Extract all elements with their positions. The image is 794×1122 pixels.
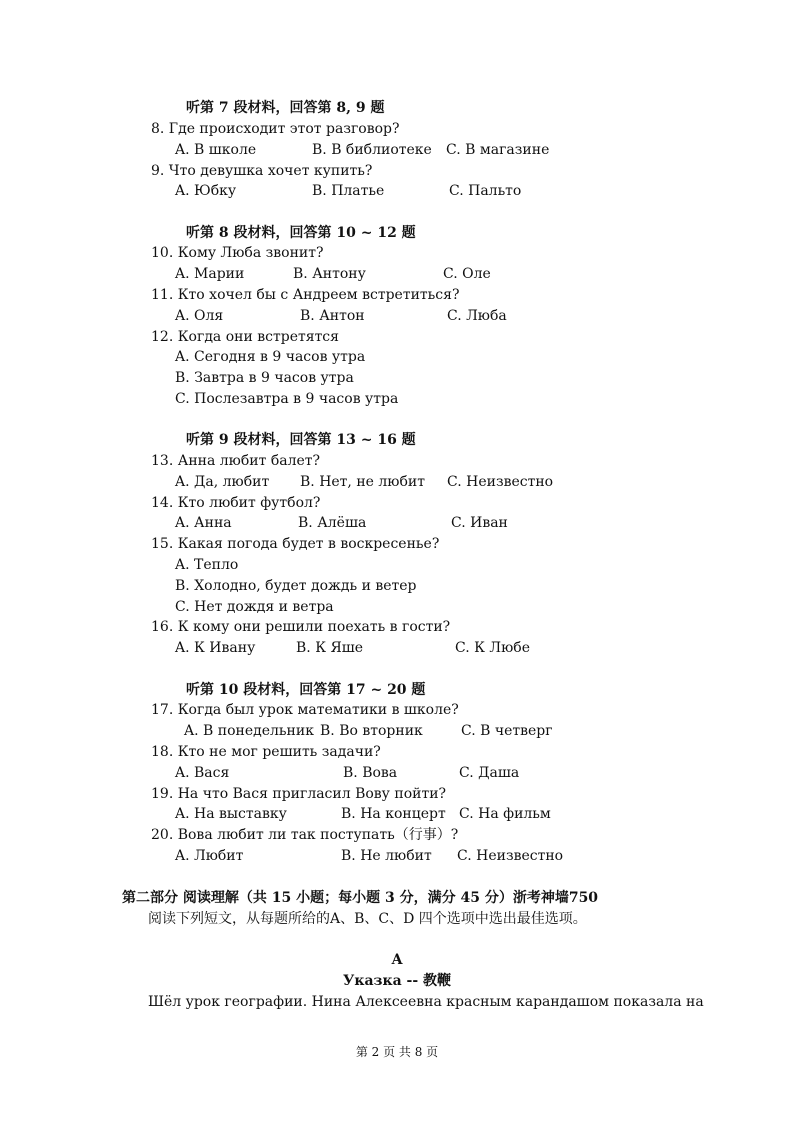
option-c: C. Нет дождя и ветра	[175, 599, 334, 615]
option-b: B. Вова	[343, 765, 398, 781]
option-c: C. Неизвестно	[447, 474, 554, 490]
option-a: A. Тепло	[175, 557, 239, 573]
section-header: 听第 7 段材料，回答第 8, 9 题	[186, 100, 385, 116]
option-c: C. Оле	[443, 266, 491, 282]
option-b: B. Антону	[293, 266, 366, 282]
option-a: A. Оля	[175, 308, 224, 324]
part-two-title: 第二部分 阅读理解（共 15 小题；每小题 3 分，满分 45 分）浙考神墙750	[122, 890, 599, 906]
option-c: C. Иван	[451, 515, 508, 531]
option-c: C. Послезавтра в 9 часов утра	[175, 391, 399, 407]
option-a: A. Марии	[175, 266, 245, 282]
question-text: 20. Вова любит ли так поступать（行事）?	[151, 827, 459, 843]
option-b: B. Во вторник	[320, 723, 423, 739]
option-a: A. К Ивану	[175, 640, 256, 656]
option-a: A. Сегодня в 9 часов утра	[175, 349, 366, 365]
question-text: 18. Кто не мог решить задачи?	[151, 744, 381, 760]
option-c: C. Неизвестно	[457, 848, 564, 864]
passage-title: Указка -- 教鞭	[342, 973, 452, 989]
passage-letter: A	[391, 952, 403, 968]
passage-first-line: Шёл урок географии. Нина Алексеевна красным карандашом показала на	[148, 994, 704, 1010]
option-c: C. К Любе	[455, 640, 530, 656]
option-c: C. В четверг	[461, 723, 553, 739]
question-text: 8. Где происходит этот разговор?	[151, 121, 400, 137]
option-c: C. Люба	[447, 308, 507, 324]
option-b: B. Алёша	[298, 515, 367, 531]
question-text: 16. К кому они решили поехать в гости?	[151, 619, 451, 635]
option-a: A. Вася	[175, 765, 230, 781]
question-text: 10. Кому Люба звонит?	[151, 245, 324, 261]
section-header: 听第 8 段材料，回答第 10 ~ 12 题	[186, 225, 416, 241]
option-b: B. На концерт	[341, 806, 446, 822]
option-a: A. Юбку	[175, 183, 237, 199]
option-b: B. К Яше	[296, 640, 364, 656]
option-a: A. Да, любит	[175, 474, 270, 490]
section-header: 听第 10 段材料，回答第 17 ~ 20 题	[186, 682, 426, 698]
question-text: 15. Какая погода будет в воскресенье?	[151, 536, 440, 552]
option-c: C. В магазине	[446, 142, 550, 158]
page-footer: 第 2 页 共 8 页	[355, 1045, 439, 1059]
question-text: 14. Кто любит футбол?	[151, 495, 321, 511]
option-b: B. Холодно, будет дождь и ветер	[175, 578, 417, 594]
part-two-instruction: 阅读下列短文，从每题所给的A、B、C、D 四个选项中选出最佳选项。	[148, 911, 587, 927]
option-c: C. На фильм	[459, 806, 551, 822]
option-a: A. В понедельник	[184, 723, 314, 739]
question-text: 9. Что девушка хочет купить?	[151, 163, 373, 179]
option-c: C. Даша	[459, 765, 520, 781]
option-b: B. Не любит	[341, 848, 432, 864]
question-text: 19. На что Вася пригласил Вову пойти?	[151, 786, 447, 802]
option-b: B. Завтра в 9 часов утра	[175, 370, 354, 386]
option-b: B. Платье	[312, 183, 385, 199]
section-header: 听第 9 段材料，回答第 13 ~ 16 题	[186, 432, 416, 448]
option-b: B. В библиотеке	[312, 142, 432, 158]
question-text: 11. Кто хочел бы с Андреем встретиться?	[151, 287, 460, 303]
option-a: A. Анна	[175, 515, 232, 531]
option-b: B. Антон	[300, 308, 365, 324]
option-c: C. Пальто	[449, 183, 522, 199]
option-b: B. Нет, не любит	[300, 474, 425, 490]
option-a: A. На выставку	[175, 806, 287, 822]
option-a: A. В школе	[175, 142, 257, 158]
option-a: A. Любит	[175, 848, 244, 864]
question-text: 17. Когда был урок математики в школе?	[151, 702, 459, 718]
question-text: 13. Анна любит балет?	[151, 453, 321, 469]
question-text: 12. Когда они встретятся	[151, 329, 339, 345]
